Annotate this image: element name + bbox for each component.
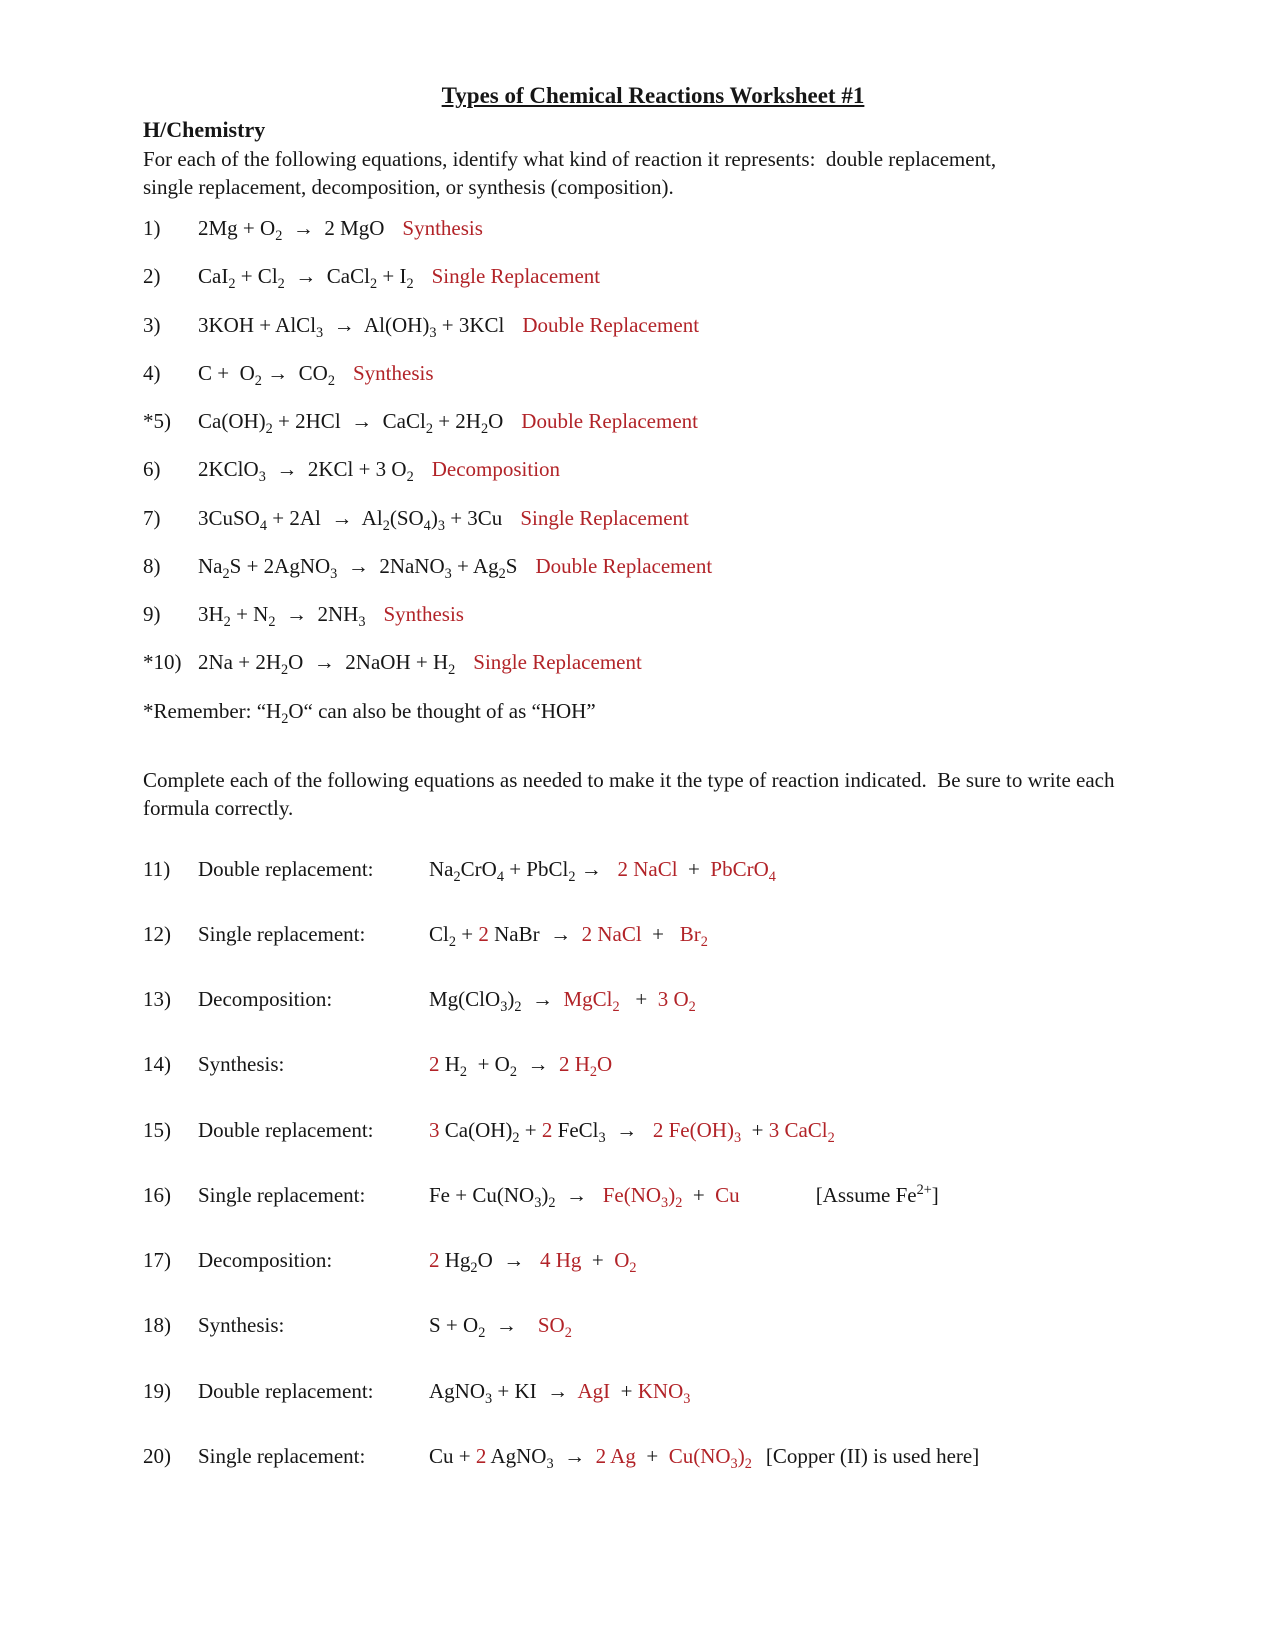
equation-fragment: H: [444, 1052, 460, 1077]
equation-fragment: + KI →: [492, 1378, 578, 1403]
equation-fragment: AgNO: [490, 1443, 547, 1468]
answer-label: Double Replacement: [535, 553, 713, 578]
equation-fragment: +: [635, 1443, 669, 1468]
equation: [198, 312, 505, 341]
equation-fragment: 3: [437, 517, 445, 534]
equation-fragment: + Cl: [235, 264, 278, 289]
equation-fragment: KNO: [637, 1378, 684, 1403]
equation-fragment: 3 O: [657, 987, 689, 1012]
equation-fragment: 2 Ag: [595, 1443, 636, 1468]
equation-fragment: ): [507, 987, 515, 1012]
equation-fragment: 3: [598, 1129, 606, 1146]
reaction-row: [143, 215, 1163, 245]
equation: [198, 456, 414, 486]
equation-fragment: +: [581, 1248, 615, 1273]
equation-fragment: + 3KCl: [436, 312, 505, 337]
answer-label: Single Replacement: [473, 650, 642, 675]
equation-fragment: →: [555, 1182, 603, 1207]
reaction-type-label: Double replacement:: [198, 1117, 374, 1142]
equation-fragment: 3: [358, 614, 366, 631]
completion-row: [143, 921, 1163, 951]
row-number: 15): [143, 1117, 171, 1142]
equation-fragment: 2: [382, 517, 390, 534]
row-number: 14): [143, 1052, 171, 1077]
equation-fragment: 2Na + 2H: [198, 650, 281, 675]
equation-fragment: →: [553, 1443, 596, 1468]
equation-fragment: + N: [230, 602, 269, 627]
equation-fragment: 2: [448, 662, 456, 679]
equation-fragment: 2: [470, 1260, 478, 1277]
equation-fragment: 4: [768, 868, 776, 885]
row-number: 8): [143, 553, 161, 578]
row-number: *10): [143, 650, 182, 675]
equation: [198, 360, 335, 390]
row-number: 17): [143, 1248, 171, 1273]
equation-fragment: S + O: [429, 1313, 479, 1338]
row-number: 2): [143, 264, 161, 289]
equation-fragment: 2: [478, 1325, 486, 1342]
reaction-row: [143, 505, 1163, 534]
equation-fragment: + 2H: [432, 409, 481, 434]
equation-fragment: Cu: [715, 1182, 740, 1207]
reaction-row: [143, 456, 1163, 486]
equation-fragment: 3: [330, 566, 338, 583]
completion-row: [143, 1247, 1163, 1277]
equation-fragment: → 2NH: [275, 602, 359, 627]
equation-fragment: 2: [228, 276, 236, 293]
completion-row: [143, 1378, 1163, 1407]
equation-fragment: 2: [222, 566, 230, 583]
equation-fragment: → CO: [261, 360, 328, 385]
equation-fragment: 3H: [198, 602, 224, 627]
equation-fragment: 2: [568, 868, 576, 885]
equation-fragment: 2: [498, 566, 506, 583]
equation-fragment: +: [610, 1378, 638, 1403]
completion-row: [143, 1181, 1163, 1212]
completion-row: [143, 1051, 1163, 1081]
equation: [429, 921, 708, 951]
bracket-note: [816, 1182, 939, 1208]
equation-fragment: 4: [423, 517, 431, 534]
equation: [429, 1247, 637, 1277]
equation-fragment: +: [619, 987, 658, 1012]
equation-fragment: 2: [480, 421, 489, 438]
equation-fragment: +: [455, 921, 479, 946]
equation-fragment: +: [682, 1182, 716, 1207]
equation-fragment: O → 2NaOH + H: [288, 650, 449, 675]
bracket-note-fragment: 2+: [916, 1181, 932, 1198]
equation-fragment: 2: [514, 999, 522, 1016]
part1-intro: For each of the following equations, identify what kind of reaction it represents: double replacement, single replacement, decomposition, or synthesis (composition).: [143, 147, 1002, 200]
bracket-note-fragment: [Assume Fe: [815, 1182, 917, 1207]
equation-fragment: Cu +: [429, 1443, 476, 1468]
bracket-note: [766, 1443, 979, 1469]
equation-fragment: →: [485, 1313, 538, 1338]
part2-intro: Complete each of the following equations as needed to make it the type of reaction indicated. Be sure to write each formula correctly.: [143, 767, 1120, 820]
equation-fragment: 2: [564, 1325, 572, 1342]
reaction-type-label: Single replacement:: [198, 1443, 366, 1468]
equation-fragment: 2: [448, 934, 456, 951]
equation: [429, 856, 776, 885]
worksheet-title: Types of Chemical Reactions Worksheet #1: [441, 83, 865, 108]
equation-fragment: CrO: [460, 856, 497, 881]
equation-fragment: Fe(NO: [602, 1182, 662, 1207]
row-number: 18): [143, 1313, 171, 1338]
completion-row: [143, 1117, 1163, 1146]
equation-fragment: 2: [223, 614, 231, 631]
equation-fragment: 4: [259, 517, 267, 534]
equation-fragment: +: [519, 1117, 542, 1142]
equation-fragment: AgNO: [429, 1378, 485, 1403]
equation-fragment: 2: [688, 999, 696, 1016]
equation-fragment: 2 Fe(OH): [652, 1117, 734, 1142]
equation-fragment: + 2Al → Al: [267, 505, 383, 530]
equation-fragment: 2 NaCl: [581, 921, 642, 946]
equation-fragment: 3: [534, 1195, 542, 1212]
equation-fragment: Mg(ClO: [429, 987, 501, 1012]
equation-fragment: O: [597, 1052, 613, 1077]
equation: [198, 505, 503, 534]
equation-fragment: 2: [459, 1064, 468, 1081]
equation: [198, 553, 518, 583]
equation-fragment: → Al(OH): [323, 312, 430, 337]
equation-fragment: 2 H: [558, 1052, 590, 1077]
row-number: 16): [143, 1182, 171, 1207]
equation-fragment: Hg: [444, 1248, 471, 1273]
equation-fragment: 3: [429, 1117, 445, 1142]
equation-fragment: 2: [827, 1129, 835, 1146]
equation-fragment: Ca(OH): [444, 1117, 513, 1142]
equation-fragment: 2KClO: [198, 457, 259, 482]
equation-fragment: 3: [500, 999, 508, 1016]
equation-fragment: 3: [546, 1456, 554, 1473]
equation-fragment: 2: [589, 1064, 598, 1081]
equation-fragment: 3: [316, 324, 324, 341]
equation-fragment: (SO: [389, 505, 424, 530]
completion-row: [143, 986, 1163, 1016]
equation-fragment: 3: [730, 1456, 738, 1473]
equation: [429, 1182, 740, 1212]
equation-fragment: 3: [258, 469, 266, 486]
reaction-row: [143, 601, 1163, 631]
equation-fragment: O →: [477, 1248, 540, 1273]
part2-list: [143, 856, 1163, 1473]
equation-fragment: Cl: [429, 921, 449, 946]
answer-label: Decomposition: [431, 457, 561, 482]
equation-fragment: + O: [467, 1052, 510, 1077]
equation-fragment: + 3Cu: [444, 505, 503, 530]
equation-fragment: 2: [429, 1052, 445, 1077]
equation-fragment: O: [614, 1248, 630, 1273]
equation-fragment: S: [505, 553, 518, 578]
reaction-type-label: Decomposition:: [198, 1248, 333, 1273]
row-number: 3): [143, 312, 161, 337]
reaction-type-label: Double replacement:: [198, 1378, 374, 1403]
equation-fragment: ): [541, 1182, 549, 1207]
reaction-type-label: Single replacement:: [198, 921, 366, 946]
row-number: 1): [143, 216, 161, 241]
equation-fragment: 2: [478, 921, 495, 946]
equation-fragment: →: [605, 1117, 653, 1142]
row-number: 7): [143, 505, 161, 530]
completion-row: [143, 1443, 1163, 1473]
footnote-fragment: O“ can also be thought of as “HOH”: [288, 698, 596, 723]
equation-fragment: 2: [327, 373, 335, 390]
equation-fragment: → CaCl: [284, 264, 370, 289]
equation-fragment: 3: [733, 1129, 742, 1146]
equation-fragment: MgCl: [563, 987, 613, 1012]
equation-fragment: 2: [675, 1195, 683, 1212]
equation-fragment: ): [668, 1182, 676, 1207]
bracket-note-fragment: [Copper (II) is used here]: [765, 1443, 980, 1468]
equation-fragment: Fe + Cu(NO: [429, 1182, 535, 1207]
reaction-row: [143, 360, 1163, 390]
equation-fragment: Br: [679, 921, 701, 946]
equation-fragment: 2: [268, 614, 276, 631]
equation-fragment: 2: [453, 868, 461, 885]
equation-fragment: CaI: [198, 264, 229, 289]
equation-fragment: 2: [612, 999, 620, 1016]
answer-label: Double Replacement: [522, 312, 700, 337]
equation: [429, 1117, 835, 1146]
reaction-type-label: Synthesis:: [198, 1052, 285, 1077]
equation-fragment: 2: [629, 1260, 637, 1277]
equation: [198, 649, 456, 679]
reaction-row: [143, 553, 1163, 583]
answer-label: Single Replacement: [520, 505, 689, 530]
equation-fragment: 2: [475, 1443, 491, 1468]
equation-fragment: 2: [265, 421, 273, 438]
row-number: 9): [143, 602, 161, 627]
equation-fragment: C + O: [198, 360, 255, 385]
equation-fragment: Cu(NO: [668, 1443, 731, 1468]
equation-fragment: 4 Hg: [539, 1248, 582, 1273]
answer-label: Single Replacement: [431, 264, 601, 289]
equation-fragment: 2Mg + O: [198, 216, 276, 241]
bracket-note-fragment: ]: [931, 1182, 939, 1207]
completion-row: [143, 1312, 1163, 1342]
equation: [429, 986, 696, 1016]
reaction-row: [143, 312, 1163, 341]
equation: [198, 601, 366, 631]
course-label: H/Chemistry: [143, 116, 266, 142]
equation-fragment: ): [737, 1443, 745, 1468]
row-number: 6): [143, 457, 161, 482]
equation-fragment: S + 2AgNO: [229, 553, 331, 578]
water-footnote: [143, 698, 1163, 727]
answer-label: Double Replacement: [521, 409, 698, 434]
equation-fragment: 2: [281, 662, 289, 679]
equation-fragment: → 2 MgO: [282, 216, 385, 241]
equation-fragment: 3: [661, 1195, 669, 1212]
equation: [429, 1443, 752, 1473]
equation-fragment: O: [488, 409, 504, 434]
equation-fragment: 2: [512, 1129, 520, 1146]
row-number: 11): [143, 856, 171, 881]
footnote-fragment: *Remember: “H: [143, 698, 282, 723]
equation-fragment: 2: [277, 276, 285, 293]
equation-fragment: Na: [429, 856, 454, 881]
equation-fragment: 2: [744, 1456, 752, 1473]
equation-fragment: 2: [548, 1195, 556, 1212]
equation-fragment: +: [677, 856, 711, 881]
equation-fragment: 3KOH + AlCl: [198, 312, 317, 337]
equation-fragment: + PbCl: [503, 856, 569, 881]
equation-fragment: SO: [537, 1313, 565, 1338]
answer-label: Synthesis: [402, 216, 483, 241]
equation-fragment: 2: [700, 934, 708, 951]
equation-fragment: NaBr →: [494, 921, 582, 946]
equation-fragment: 2: [541, 1117, 558, 1142]
equation-fragment: 3: [485, 1390, 493, 1407]
row-number: 19): [143, 1378, 171, 1403]
equation-fragment: 2: [369, 276, 378, 293]
equation-fragment: PbCrO: [710, 856, 769, 881]
equation-fragment: + I: [377, 264, 407, 289]
equation-fragment: 3: [683, 1390, 691, 1407]
equation: [198, 215, 385, 245]
equation-fragment: 2 NaCl: [617, 856, 678, 881]
reaction-type-label: Single replacement:: [198, 1182, 366, 1207]
equation-fragment: →: [521, 987, 564, 1012]
equation-fragment: 2: [275, 228, 283, 245]
equation-fragment: 2: [429, 1248, 445, 1273]
reaction-type-label: Synthesis:: [198, 1313, 285, 1338]
footnote-fragment: 2: [281, 710, 289, 727]
equation-fragment: → 2NaNO: [337, 553, 445, 578]
equation-fragment: + 2HCl → CaCl: [272, 409, 426, 434]
equation-fragment: → 2KCl + 3 O: [265, 457, 407, 482]
reaction-type-label: Decomposition:: [198, 987, 333, 1012]
answer-label: Synthesis: [383, 602, 464, 627]
row-number: 13): [143, 987, 171, 1012]
equation-fragment: 2: [406, 276, 414, 293]
equation: [429, 1312, 572, 1342]
equation-fragment: →: [516, 1052, 559, 1077]
row-number: 20): [143, 1443, 171, 1468]
equation-fragment: →: [575, 856, 618, 881]
equation-fragment: FeCl: [557, 1117, 599, 1142]
equation-fragment: 3 CaCl: [768, 1117, 828, 1142]
row-number: 4): [143, 360, 161, 385]
equation-fragment: 4: [496, 868, 504, 885]
equation: [429, 1051, 613, 1081]
equation-fragment: +: [741, 1117, 769, 1142]
equation-fragment: Ca(OH): [198, 409, 266, 434]
answer-label: Synthesis: [352, 360, 434, 385]
completion-row: [143, 856, 1163, 885]
part1-list: [143, 215, 1163, 679]
equation-fragment: ): [430, 505, 438, 530]
equation-fragment: 3CuSO: [198, 505, 260, 530]
equation-fragment: Na: [198, 553, 223, 578]
equation-fragment: 3: [429, 324, 437, 341]
reaction-row: [143, 263, 1163, 293]
equation-fragment: 2: [509, 1064, 517, 1081]
row-number: 12): [143, 921, 171, 946]
equation-fragment: 2: [425, 421, 433, 438]
reaction-row: [143, 649, 1163, 679]
equation: [429, 1378, 691, 1407]
equation-fragment: + Ag: [451, 553, 499, 578]
equation-fragment: 2: [406, 469, 414, 486]
row-number: *5): [143, 409, 171, 434]
equation-fragment: 3: [444, 566, 452, 583]
reaction-type-label: Double replacement:: [198, 856, 374, 881]
equation-fragment: 2: [254, 373, 262, 390]
equation: [198, 408, 504, 438]
equation: [198, 263, 414, 293]
equation-fragment: +: [641, 921, 680, 946]
reaction-row: [143, 408, 1163, 438]
equation-fragment: AgI: [577, 1378, 611, 1403]
